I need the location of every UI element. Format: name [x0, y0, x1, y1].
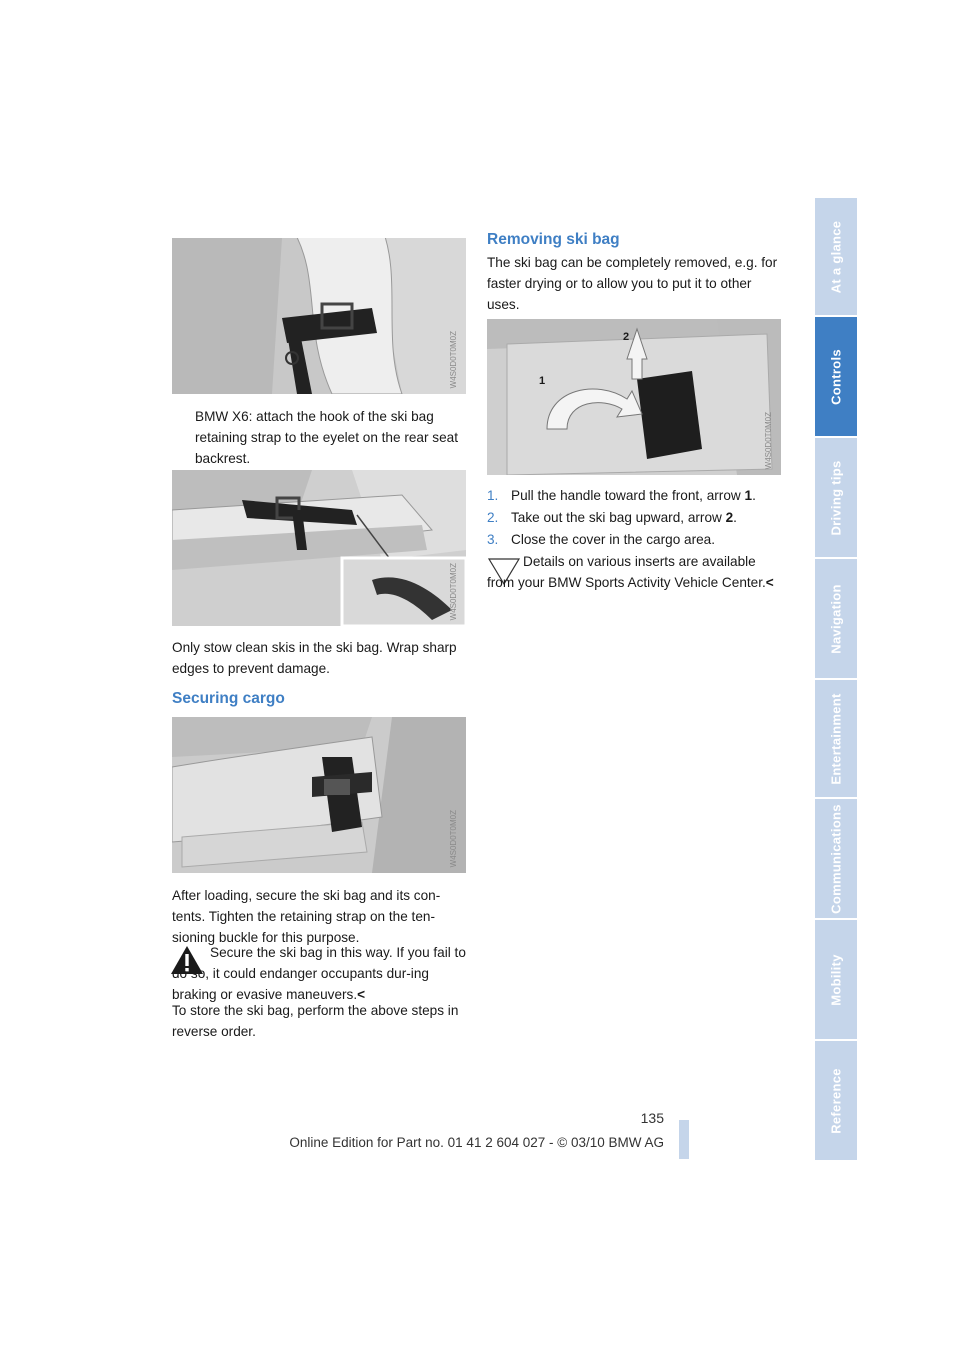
tab-at-a-glance[interactable]: At a glance: [815, 198, 857, 317]
arrow-2-label: 2: [623, 331, 630, 343]
hook-caption: BMW X6: attach the hook of the ski bag retaining strap to the eyelet on the rear seat backrest.: [195, 409, 458, 466]
arrow-1-label: 1: [539, 375, 546, 387]
tab-reference[interactable]: Reference: [815, 1041, 857, 1162]
list-item: 2. Take out the ski bag upward, arrow 2.: [487, 510, 737, 525]
page-number: 135: [640, 1110, 664, 1126]
removing-intro: The ski bag can be completely removed, e.g. for faster drying or to allow you to put it to other uses.: [487, 255, 778, 312]
figure-code: W4S0D0T0M0Z: [764, 411, 773, 469]
tab-entertainment[interactable]: Entertainment: [815, 680, 857, 799]
footer-edition: Online Edition for Part no. 01 41 2 604 027 - © 03/10 BMW AG: [289, 1135, 664, 1150]
figure-code: W4S0D0T0M0Z: [449, 562, 458, 620]
tab-controls[interactable]: Controls: [815, 317, 857, 438]
ski-bag-strap-illustration: [172, 470, 466, 626]
page-marker-bar: [679, 1120, 689, 1159]
clean-skis-paragraph: Only stow clean skis in the ski bag. Wrap sharp edges to prevent damage.: [172, 640, 457, 676]
after-loading-paragraph: After loading, secure the ski bag and its con-tents. Tighten the retaining strap on the ten-sioning buckle for this purpose.: [172, 888, 441, 945]
note-text: Details on various inserts are available from your BMW Sports Activity Vehicle Center.<: [487, 554, 774, 590]
removing-ski-bag-illustration: [487, 319, 781, 475]
ski-bag-hook-illustration: [172, 238, 466, 394]
list-item: 1. Pull the handle toward the front, arrow 1.: [487, 488, 756, 503]
securing-cargo-illustration: [172, 717, 466, 873]
figure-code: W4S0D0T0M0Z: [449, 809, 458, 867]
securing-cargo-heading: Securing cargo: [172, 690, 285, 707]
warning-text: Secure the ski bag in this way. If you fail to do so, it could endanger occupants dur-ing braking or evasive maneuvers.<: [172, 945, 466, 1002]
removing-ski-bag-heading: Removing ski bag: [487, 231, 620, 248]
tab-navigation[interactable]: Navigation: [815, 559, 857, 680]
list-item: 3. Close the cover in the cargo area.: [487, 532, 716, 547]
store-ski-bag-paragraph: To store the ski bag, perform the above steps in reverse order.: [172, 1003, 459, 1039]
tab-communications[interactable]: Communications: [815, 799, 857, 920]
tab-driving-tips[interactable]: Driving tips: [815, 438, 857, 559]
figure-code: W4S0D0T0M0Z: [449, 330, 458, 388]
tab-mobility[interactable]: Mobility: [815, 920, 857, 1041]
